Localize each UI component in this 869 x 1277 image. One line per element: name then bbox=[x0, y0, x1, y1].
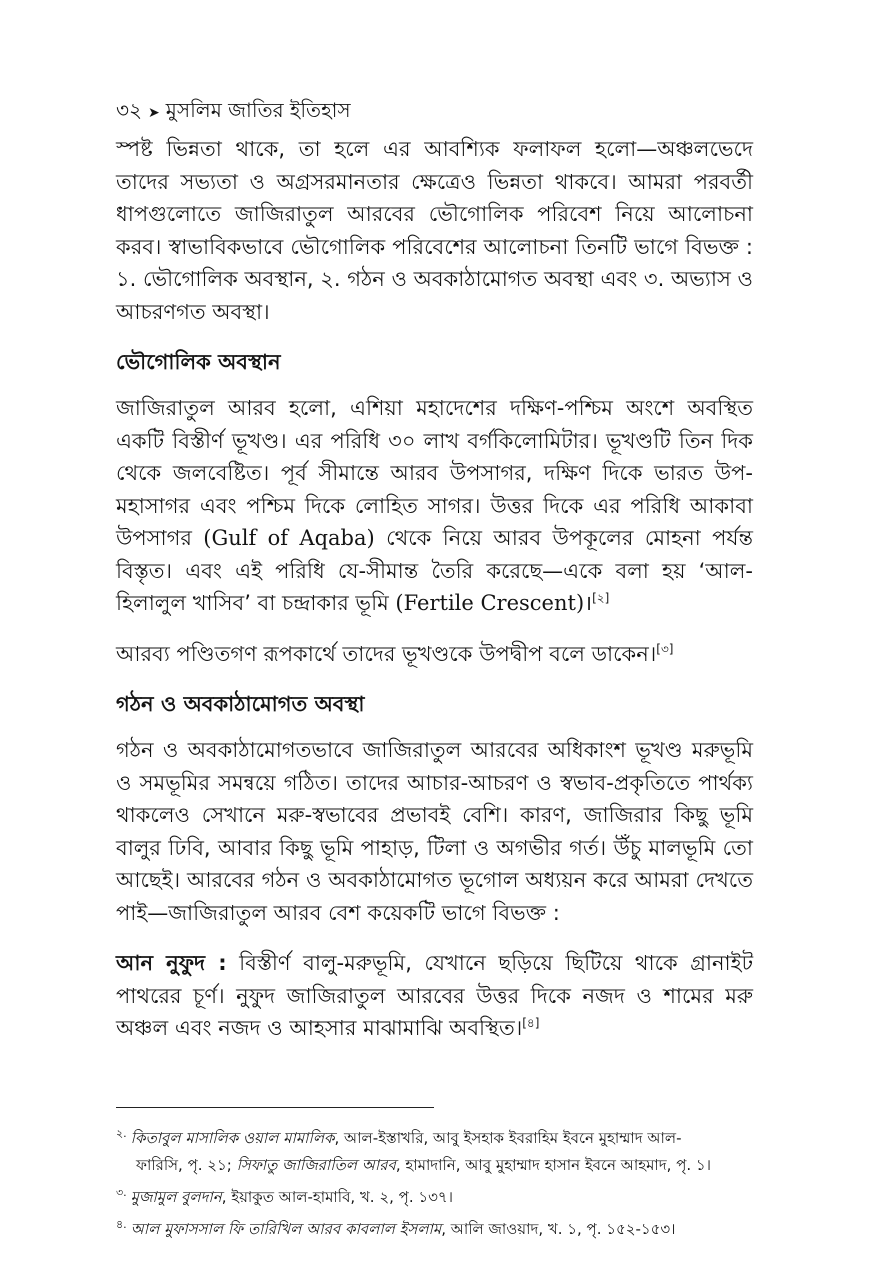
nufud-text: বিস্তীর্ণ বালু-মরুভূমি, যেখানে ছড়িয়ে ছিটিয়ে থাকে গ্রানাইট পাথরের চূর্ণ। নুফুদ জাজিরাতুল আরবের উত্তর দিকে নজদ ও শামের মরু অঞ্চল এবং নজদ ও আহসার মাঝামাঝি অবস্থিত। bbox=[116, 951, 754, 1040]
section-heading-structure: গঠন ও অবকাঠামোগত অবস্থা bbox=[116, 692, 365, 716]
footnote-source-title: সিফাতু জাজিরাতিল আরব bbox=[236, 1155, 396, 1174]
running-header bbox=[116, 96, 753, 127]
footnote-number: ৩. bbox=[116, 1185, 127, 1199]
footnote-ref-2[interactable]: [২] bbox=[592, 591, 610, 605]
location-paragraph bbox=[116, 392, 753, 620]
footnote-text: , আল-ইস্তাখরি, আবু ইসহাক ইবরাহিম ইবনে মুহাম্মাদ আল- bbox=[334, 1128, 682, 1147]
footnote-3 bbox=[116, 1179, 753, 1211]
footnote-source-title: আল মুফাসসাল ফি তারিখিল আরব কাবলাল ইসলাম bbox=[130, 1219, 442, 1238]
section-heading-location: ভৌগোলিক অবস্থান bbox=[116, 350, 281, 374]
footnote-2 bbox=[116, 1120, 753, 1179]
book-title: মুসলিম জাতির ইতিহাস bbox=[165, 98, 351, 122]
footnote-ref-4[interactable]: [৪] bbox=[522, 1016, 540, 1030]
structure-paragraph: গঠন ও অবকাঠামোগতভাবে জাজিরাতুল আরবের অধিকাংশ ভূখণ্ড মরুভূমি ও সমভূমির সমন্বয়ে গঠিত। তাদের আচার-আচরণ ও স্বভাব-প্রকৃতিতে পার্থক্য থাকলেও সেখানে মরু-স্বভাবের প্রভাবই বেশি। কারণ, জাজিরার কিছু ভূমি বালুর ঢিবি, আবার কিছু ভূমি পাহাড়, টিলা ও অগভীর গর্ত। উঁচু মালভূমি তো আছেই। আরবের গঠন ও অবকাঠামোগত ভূগোল অধ্যয়ন করে আমরা দেখতে পাই—জাজিরাতুল আরব বেশ কয়েকটি ভাগে বিভক্ত : bbox=[116, 738, 753, 925]
footnote-text: , ইয়াকুত আল-হামাবি, খ. ২, পৃ. ১৩৭। bbox=[221, 1187, 453, 1206]
scholars-text: আরব্য পণ্ডিতগণ রূপকার্থে তাদের ভূখণ্ডকে উপদ্বীপ বলে ডাকেন। bbox=[116, 641, 657, 666]
footnote-source-title: মুজামুল বুলদান bbox=[130, 1187, 222, 1206]
footnote-source-title: কিতাবুল মাসালিক ওয়াল মামালিক bbox=[130, 1128, 335, 1147]
location-text-b: থেকে নিয়ে আরব উপকূলের মোহনা পর্যন্ত বিস্তৃত। এবং এই পরিধি যে-সীমান্ত তৈরি করেছে—একে বলা হয় ‘আল-হিলালুল খাসিব’ বা চন্দ্রাকার ভূমি bbox=[116, 526, 753, 615]
nufud-paragraph bbox=[116, 947, 753, 1045]
intro-paragraph: স্পষ্ট ভিন্নতা থাকে, তা হলে এর আবশ্যিক ফলাফল হলো—অঞ্চলভেদে তাদের সভ্যতা ও অগ্রসরমানতার ক্ষেত্রেও ভিন্নতা থাকবে। আমরা পরবর্তী ধাপগুলোতে জাজিরাতুল আরবের ভৌগোলিক পরিবেশ নিয়ে আলোচনা করব। স্বাভাবিকভাবে ভৌগোলিক পরিবেশের আলোচনা তিনটি ভাগে বিভক্ত : ১. ভৌগোলিক অবস্থান, ২. গঠন ও অবকাঠামোগত অবস্থা এবং ৩. অভ্যাস ও আচরণগত অবস্থা। bbox=[116, 137, 753, 324]
footnote-text: , হামাদানি, আবু মুহাম্মাদ হাসান ইবনে আহমাদ, পৃ. ১। bbox=[395, 1155, 712, 1174]
footnote-continuation bbox=[116, 1152, 753, 1179]
page-number: ৩২ bbox=[116, 98, 143, 122]
footnote-text: , আলি জাওয়াদ, খ. ১, পৃ. ১৫২-১৫৩। bbox=[441, 1219, 676, 1238]
footnote-4 bbox=[116, 1211, 753, 1243]
footnote-divider bbox=[116, 1107, 434, 1108]
nufud-term: আন নুফুদ : bbox=[116, 951, 227, 975]
footnote-number: ২. bbox=[116, 1126, 127, 1140]
location-text-end: । bbox=[584, 591, 593, 615]
latin-term-crescent: (Fertile Crescent) bbox=[395, 591, 585, 615]
footnote-text: ফারিসি, পৃ. ২১; bbox=[136, 1155, 237, 1174]
footnote-ref-3[interactable]: [৩] bbox=[656, 641, 674, 656]
footnote-number: ৪. bbox=[116, 1217, 127, 1231]
location-text-a: জাজিরাতুল আরব হলো, এশিয়া মহাদেশের দক্ষিণ-পশ্চিম অংশে অবস্থিত একটি বিস্তীর্ণ ভূখণ্ড। এর পরিধি ৩০ লাখ বর্গকিলোমিটার। ভূখণ্ডটি তিন দিক থেকে জলবেষ্টিত। পূর্ব সীমান্তে আরব উপসাগর, দক্ষিণ দিকে ভারত উপ-মহাসাগর এবং পশ্চিম দিকে লোহিত সাগর। উত্তর দিকে এর পরিধি আকাবা উপসাগর bbox=[116, 396, 753, 550]
latin-term-gulf: (Gulf of Aqaba) bbox=[203, 526, 375, 550]
scholars-paragraph bbox=[116, 638, 753, 671]
arrow-icon: ➤ bbox=[148, 105, 160, 121]
